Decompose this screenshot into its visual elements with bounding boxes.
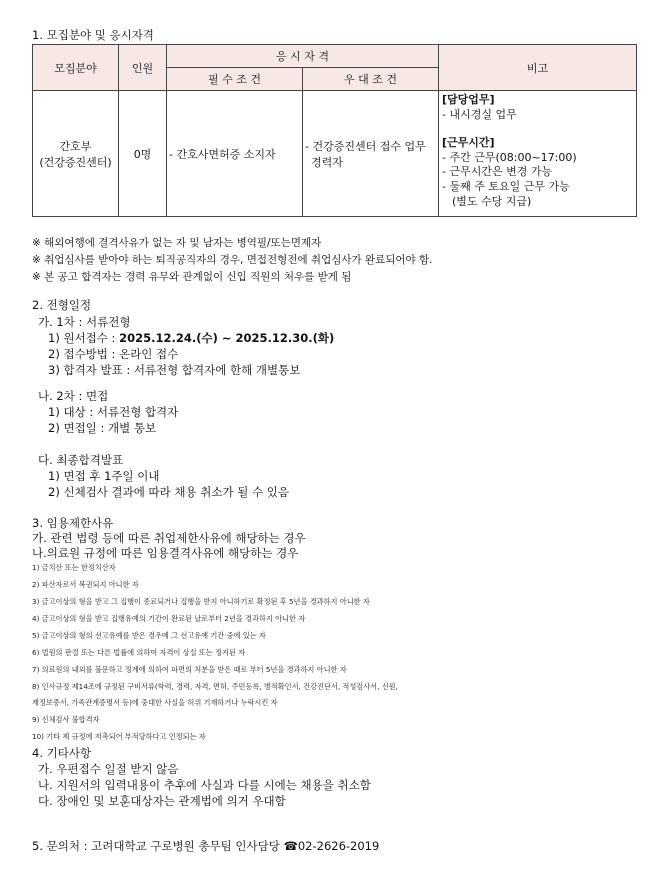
- application-period-label: 1) 원서접수 :: [48, 331, 120, 345]
- final-result: 다. 최종합격발표: [38, 453, 124, 467]
- header-field: 모집분야: [33, 45, 119, 91]
- restriction-item-1: 1) 금치산 또는 한정치산자: [32, 563, 116, 572]
- section-3-title: 3. 임용제한사유: [32, 516, 114, 530]
- application-method: 2) 접수방법 : 온라인 접수: [48, 347, 179, 361]
- cell-required: - 간호사면허증 소지자: [167, 91, 303, 217]
- note-hours-line: - 주간 근무(08:00~17:00): [442, 150, 577, 164]
- misc-c: 다. 장애인 및 보훈대상자는 관계법에 의거 우대함: [38, 794, 286, 808]
- restriction-item-8: 8) 인사규정 제14조에 규정된 구비서류(학력, 경력, 자격, 면허, 주민등록, 병적확인서, 건강진단서, 적성검사서, 신원,: [32, 682, 398, 691]
- note-duty-line: - 내시경실 업무: [442, 107, 517, 121]
- field-name: 간호부: [59, 139, 92, 153]
- result-announcement: 3) 합격자 발표 : 서류전형 합격자에 한해 개별통보: [48, 363, 301, 377]
- note-saturday: - 둘째 주 토요일 근무 가능: [442, 179, 570, 193]
- cell-preferred: [303, 91, 439, 217]
- restriction-item-3: 3) 금고이상의 형을 받고 그 집행이 종료되거나 집행을 받지 아니하기로 확정된 후 5년을 경과하지 아니한 자: [32, 597, 370, 606]
- restriction-item-8-cont: 재정보증서, 가족관계증명서 등)에 중대한 사실을 허위 기재하거나 누락시킨 자: [32, 698, 278, 707]
- recruitment-table: [32, 44, 637, 217]
- restriction-b: 나.의료원 규정에 따른 임용결격사유에 해당하는 경우: [32, 546, 299, 560]
- contact-label: 5. 문의처 : 고려대학교 구로병원 총무팀 인사담당: [32, 839, 284, 853]
- final-result-1: 1) 면접 후 1주일 이내: [48, 469, 160, 483]
- interview-target: 1) 대상 : 서류전형 합격자: [48, 405, 179, 419]
- section-1-title: 1. 모집분야 및 응시자격: [32, 28, 154, 42]
- remark-3: ※ 본 공고 합격자는 경력 유무와 관계없이 신입 직원의 처우를 받게 됨: [32, 271, 352, 283]
- header-count: 인원: [119, 45, 167, 91]
- stage-1: 가. 1차 : 서류전형: [38, 315, 131, 329]
- final-result-2: 2) 신체검사 결과에 따라 채용 취소가 될 수 있음: [48, 485, 290, 499]
- restriction-item-7: 7) 의료원의 내외를 불문하고 징계에 의하여 파면의 처분을 받은 때로 부터 5년을 경과하지 아니한 자: [32, 665, 347, 674]
- restriction-item-4: 4) 금고이상의 형을 받고 집행유예의 기간이 완료된 날로부터 2년을 경과하지 아니한 자: [32, 614, 306, 623]
- remark-1: ※ 해외여행에 결격사유가 없는 자 및 남자는 병역필/또는면제자: [32, 237, 322, 249]
- header-qualification: 응 시 자 격: [167, 45, 439, 68]
- application-period: [48, 330, 334, 346]
- preferred-line-1: - 건강증진센터 접수 업무: [305, 139, 426, 153]
- note-hours-header: [근무시간]: [442, 136, 495, 150]
- interview-date: 2) 면접일 : 개별 통보: [48, 421, 157, 435]
- section-4-title: 4. 기타사항: [32, 746, 92, 760]
- cell-count: 0명: [119, 91, 167, 217]
- restriction-item-5: 5) 금고이상의 형의 선고유예를 받은 경우에 그 선고유예 기간 중에 있는 자: [32, 631, 266, 640]
- field-department: (건강증진센터): [39, 155, 112, 169]
- application-period-value: 2025.12.24.(수) ~ 2025.12.30.(화): [119, 331, 335, 345]
- section-2-title: 2. 전형일정: [32, 298, 92, 312]
- restriction-item-6: 6) 법원의 판결 또는 다른 법률에 의하여 자격이 상실 또는 정지된 자: [32, 648, 246, 657]
- misc-a: 가. 우편접수 일절 받지 않음: [38, 762, 179, 776]
- remark-2: ※ 취업심사를 받아야 하는 퇴직공직자의 경우, 면접전형전에 취업심사가 완료되어야 함.: [32, 254, 433, 266]
- contact-line: [32, 838, 379, 854]
- restriction-item-9: 9) 신체검사 불합격자: [32, 715, 100, 724]
- contact-phone: 02-2626-2019: [297, 839, 380, 853]
- note-hours-change: - 근무시간은 변경 가능: [442, 165, 553, 179]
- stage-2: 나. 2차 : 면접: [38, 389, 109, 403]
- preferred-line-2: 경력자: [311, 155, 343, 169]
- restriction-item-2: 2) 파산자로서 복권되지 아니한 자: [32, 580, 139, 589]
- header-preferred: 우 대 조 건: [303, 68, 439, 91]
- note-allowance: (별도 수당 지급): [452, 194, 532, 208]
- misc-b: 나. 지원서의 입력내용이 추후에 사실과 다를 시에는 채용을 취소함: [38, 778, 371, 792]
- restriction-item-10: 10) 기타 제 규정에 저촉되어 부적당하다고 인정되는 자: [32, 732, 206, 741]
- phone-icon: ☎: [283, 839, 298, 853]
- restriction-a: 가. 관련 법령 등에 따른 취업제한사유에 해당하는 경우: [32, 531, 306, 545]
- cell-note: [439, 91, 637, 217]
- cell-field: [33, 91, 119, 217]
- header-note: 비고: [439, 45, 637, 91]
- header-required: 필 수 조 건: [167, 68, 303, 91]
- note-duty-header: [담당업무]: [442, 93, 495, 106]
